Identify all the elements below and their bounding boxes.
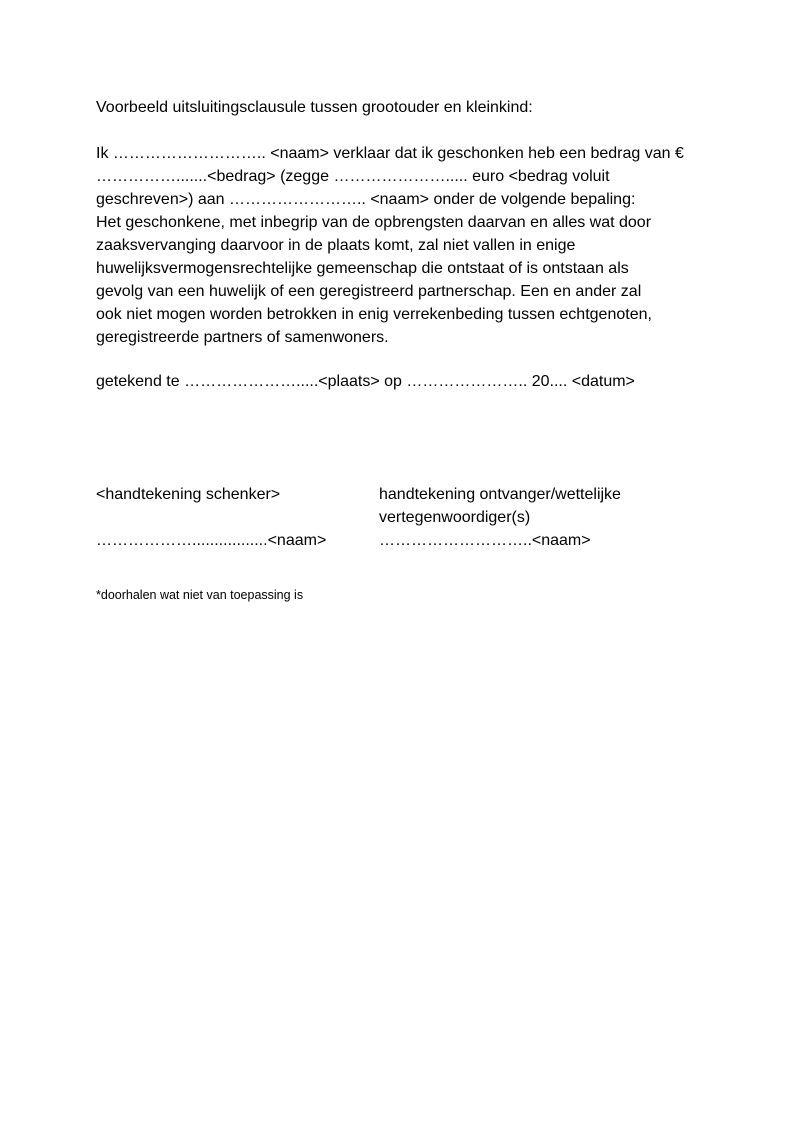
clause-paragraph xyxy=(96,142,706,349)
clause-line: Ik ……………………….. <naam> verklaar dat ik geschonken heb een bedrag van € xyxy=(96,145,684,162)
clause-line: …………….......<bedrag> (zegge …………………..... euro <bedrag voluit xyxy=(96,168,610,185)
signature-spacer xyxy=(96,506,326,529)
footnote: *doorhalen wat niet van toepassing is xyxy=(96,588,304,602)
signature-label-donor: <handtekening schenker> xyxy=(96,486,281,503)
signature-name-line-donor: ……………….................<naam> xyxy=(96,532,327,549)
signature-label-recipient-cont: vertegenwoordiger(s) xyxy=(379,509,531,526)
clause-line: zaaksvervanging daarvoor in de plaats komt, zal niet vallen in enige xyxy=(96,237,576,254)
signature-label-recipient: handtekening ontvanger/wettelijke xyxy=(379,486,621,503)
clause-line: ook niet mogen worden betrokken in enig verrekenbeding tussen echtgenoten, xyxy=(96,306,652,323)
document-title: Voorbeeld uitsluitingsclausule tussen grootouder en kleinkind: xyxy=(96,99,533,116)
signature-block-recipient xyxy=(379,483,621,552)
clause-line: Het geschonkene, met inbegrip van de opbrengsten daarvan en alles wat door xyxy=(96,214,652,231)
clause-line: gevolg van een huwelijk of een geregistreerd partnerschap. Een en ander zal xyxy=(96,283,642,300)
signature-block-donor xyxy=(96,483,326,552)
signed-place-date-line: getekend te ………………….....<plaats> op ………………….. 20.... <datum> xyxy=(96,373,635,390)
clause-line: huwelijksvermogensrechtelijke gemeenschap die ontstaat of is ontstaan als xyxy=(96,260,629,277)
clause-line: geschreven>) aan …………………….. <naam> onder de volgende bepaling: xyxy=(96,191,636,208)
signature-name-line-recipient: ………………………..<naam> xyxy=(379,532,591,549)
clause-line: geregistreerde partners of samenwoners. xyxy=(96,329,389,346)
